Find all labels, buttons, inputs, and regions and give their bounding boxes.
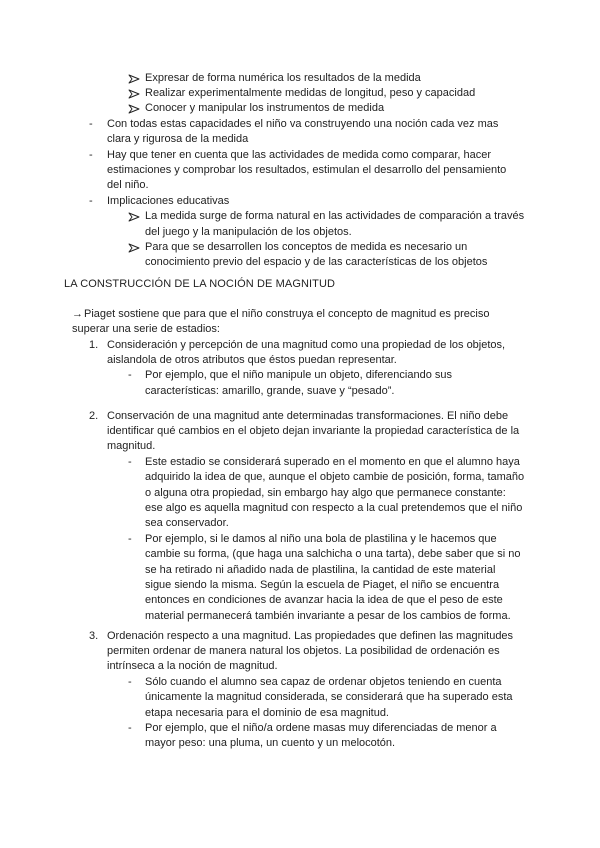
stage-subitem-text: sea conservador. — [145, 517, 229, 530]
list-item-text: Con todas estas capacidades el niño va construyendo una noción cada vez mas — [107, 117, 499, 130]
list-item-text: clara y rigurosa de la medida — [107, 133, 249, 146]
list-item-text: estimaciones y comprobar los resultados, estimulan el desarrollo del pensamiento — [107, 163, 507, 176]
dash-bullet: - — [89, 117, 93, 130]
stage-subitem-text: material permanecerá también invariante a pesar de los cambios de forma. — [145, 609, 511, 622]
stage-number: 3. — [89, 629, 99, 642]
arrowhead-bullet-icon — [128, 104, 140, 114]
stage-text: permiten ordenar de manera natural los objetos. La posibilidad de ordenación es — [107, 644, 500, 657]
stage-subitem-text: mayor peso: una pluma, un cuento y un melocotón. — [145, 737, 396, 750]
stage-subitem-text: Por ejemplo, si le damos al niño una bola de plastilina y le hacemos que — [145, 532, 497, 545]
list-item-text: Implicaciones educativas — [107, 194, 230, 207]
stage-subitem-text: sigue siendo la misma. Según la escuela de Piaget, el niño se encuentra — [145, 578, 500, 591]
intro-text: Piaget sostiene que para que el niño construya el concepto de magnitud es preciso — [84, 307, 490, 320]
dash-bullet: - — [128, 455, 132, 468]
sub-bullet-text: Realizar experimentalmente medidas de longitud, peso y capacidad — [145, 86, 476, 99]
dash-bullet: - — [89, 194, 93, 207]
stage-subitem-text: adquirido la idea de que, aunque el objeto cambie de posición, forma, tamaño — [145, 471, 525, 484]
stage-subitem-text: o alguna otra propiedad, sin embargo hay algo que permanece constante: — [145, 486, 506, 499]
stage-text: Ordenación respecto a una magnitud. Las propiedades que definen las magnitudes — [107, 629, 514, 642]
dash-bullet: - — [89, 148, 93, 161]
stage-text: Conservación de una magnitud ante determinadas transformaciones. El niño debe — [107, 409, 509, 422]
stage-text: magnitud. — [107, 440, 156, 453]
arrow-icon: → — [72, 307, 83, 320]
sub-bullet-text: del juego y la manipulación de los objetos. — [145, 225, 352, 238]
stage-text: identificar qué cambios en el objeto dejan invariante la propiedad característica de la — [107, 424, 520, 437]
stage-subitem-text: únicamente la magnitud considerada, se considerará que ha superado esta — [145, 691, 513, 704]
stage-text: Consideración y percepción de una magnitud como una propiedad de los objetos, — [107, 338, 506, 351]
stage-text: aislandola de otros atributos que éstos puedan representar. — [107, 353, 397, 366]
stage-subitem-text: Sólo cuando el alumno sea capaz de ordenar objetos teniendo en cuenta — [145, 675, 502, 688]
stage-subitem-text: ese algo es aquella magnitud con respecto a la cual pretendemos que el niño — [145, 501, 523, 514]
sub-bullet-text: conocimiento previo del espacio y de las características de los objetos — [145, 256, 488, 269]
sub-bullet-text: Expresar de forma numérica los resultados de la medida — [145, 71, 421, 84]
stage-number: 1. — [89, 338, 99, 351]
arrowhead-bullet-icon — [128, 89, 140, 99]
stage-subitem-text: cambie su forma, (que haga una salchicha o una tarta), debe saber que si no — [145, 548, 521, 561]
intro-text: superar una serie de estadios: — [72, 322, 220, 335]
arrowhead-bullet-icon — [128, 212, 140, 222]
arrowhead-bullet-icon — [128, 74, 140, 84]
dash-bullet: - — [128, 532, 132, 545]
list-item-text: del niño. — [107, 179, 149, 192]
sub-bullet-text: Conocer y manipular los instrumentos de medida — [145, 102, 385, 115]
sub-bullet-text: Para que se desarrollen los conceptos de medida es necesario un — [145, 240, 468, 253]
dash-bullet: - — [128, 369, 132, 382]
stage-subitem-text: etapa necesaria para el dominio de esa magnitud. — [145, 706, 389, 719]
list-item-text: Hay que tener en cuenta que las actividades de medida como comparar, hacer — [107, 148, 492, 161]
stage-subitem-text: Por ejemplo, que el niño/a ordene masas muy diferenciadas de menor a — [145, 721, 497, 734]
dash-bullet: - — [128, 721, 132, 734]
stage-subitem-text: Este estadio se considerará superado en el momento en que el alumno haya — [145, 455, 520, 468]
section-title: LA CONSTRUCCIÓN DE LA NOCIÓN DE MAGNITUD — [64, 277, 336, 290]
arrowhead-bullet-icon — [128, 243, 140, 253]
dash-bullet: - — [128, 675, 132, 688]
stage-text: intrínseca a la noción de magnitud. — [107, 660, 278, 673]
stage-subitem-text: entonces en condiciones de avanzar hacia la idea de que el peso de este — [145, 594, 503, 607]
stage-number: 2. — [89, 409, 99, 422]
stage-subitem-text: Por ejemplo, que el niño manipule un objeto, diferenciando sus — [145, 369, 452, 382]
stage-subitem-text: se ha retirado ni añadido nada de plastilina, la cantidad de este material — [145, 563, 496, 576]
sub-bullet-text: La medida surge de forma natural en las actividades de comparación a través — [145, 210, 525, 223]
stage-subitem-text: características: amarillo, grande, suave y “pesado”. — [145, 384, 395, 397]
